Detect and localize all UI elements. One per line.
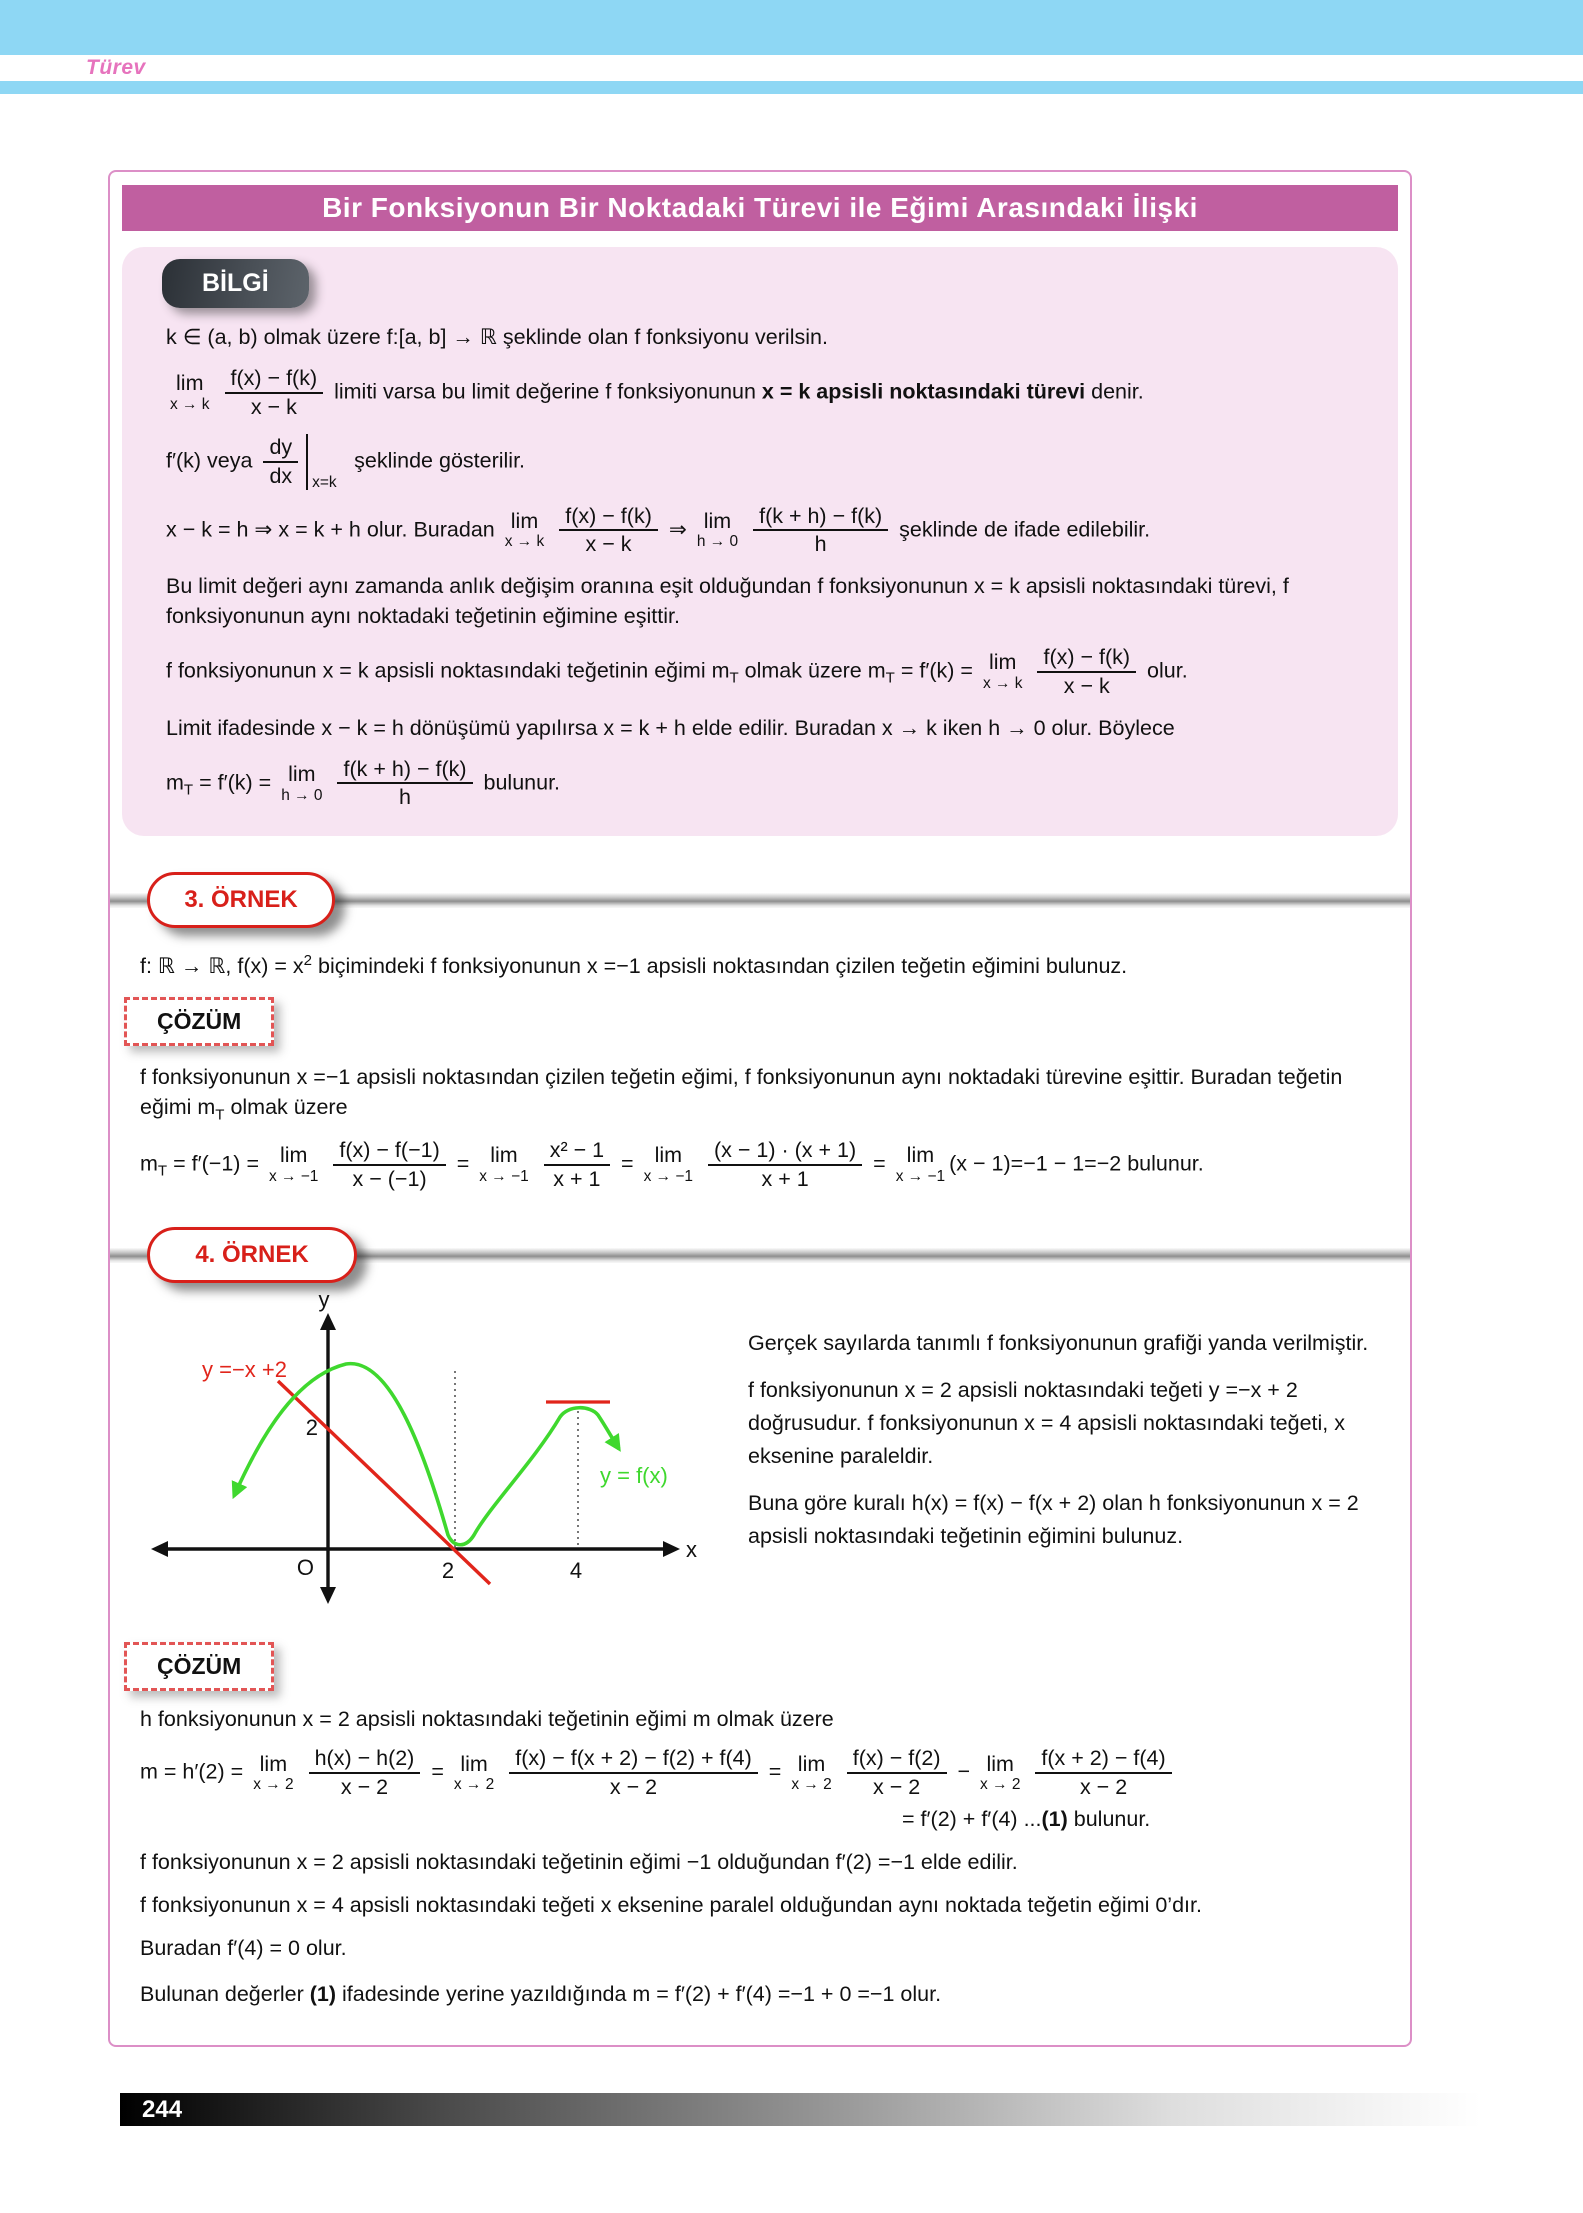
origin-label: O xyxy=(296,1555,314,1581)
y-axis-bottom-arrow xyxy=(320,1587,336,1604)
example-4-pill: 4. ÖRNEK xyxy=(147,1227,357,1283)
example-3-solution-tag: ÇÖZÜM xyxy=(124,997,274,1046)
example-3-problem: f: ℝ → ℝ, $f(x) = x^2$ biçimindeki f fonksiyonunun x =−1 apsisli noktasından çizilen teğetin eğimini bulunuz. xyxy=(140,952,1128,979)
info-line: lim x → k $\frac{f(x) - f(k)}{x - k}$ limiti varsa bu limit değerine f fonksiyonunun x = k apsisli noktasındaki türevi denir. xyxy=(170,366,1144,419)
curve-label: y = f(x) xyxy=(600,1463,668,1489)
example-4-equation-line2: = f′(2) + f′(4) ...(1) bulunur. xyxy=(902,1806,1151,1831)
x-tick-2: 2 xyxy=(441,1558,455,1584)
x-axis-label: x xyxy=(686,1537,697,1563)
info-line: $m_T = f'(k)$ = lim h → 0 $\frac{f(k + h) - f(k)}{h}$ bulunur. xyxy=(166,756,561,810)
example-4-description xyxy=(748,1327,1398,1626)
function-curve xyxy=(234,1364,619,1545)
example-4 xyxy=(122,1227,1398,2009)
page-number: 244 xyxy=(142,2095,183,2123)
example-4-body xyxy=(122,1291,1398,1626)
example-3-solution-text: f fonksiyonunun x =−1 apsisli noktasından çizilen teğetin eğimi, f fonksiyonunun aynı noktadaki türevine eşittir. Buradan teğetin eğimi $m_T$ olmak üzere xyxy=(140,1065,1343,1124)
example-4-solution-tag: ÇÖZÜM xyxy=(124,1642,274,1691)
example-4-note: f fonksiyonunun x = 4 apsisli noktasındaki teğeti x eksenine paralel olduğundan aynı noktada teğetin eğimi 0’dır. xyxy=(140,1892,1202,1917)
x-axis-right-arrow xyxy=(663,1541,680,1557)
example-4-solution-intro: h fonksiyonunun x = 2 apsisli noktasındaki teğetinin eğimi m olmak üzere xyxy=(140,1707,834,1732)
y-axis-label: y xyxy=(318,1291,330,1313)
info-line: Limit ifadesinde x − k = h dönüşümü yapılırsa x = k + h elde edilir. Buradan x → k iken h → 0 olur. Böylece xyxy=(166,715,1175,740)
y-axis-top-arrow xyxy=(320,1313,336,1330)
graph-svg xyxy=(122,1291,714,1621)
description-line: Gerçek sayılarda tanımlı f fonksiyonunun grafiği yanda verilmiştir. xyxy=(748,1331,1369,1356)
page-number-bar xyxy=(120,2093,1583,2126)
description-line: f fonksiyonunun x = 2 apsisli noktasındaki teğeti y =−x + 2 doğrusudur. f fonksiyonunun x = 4 apsisli noktasındaki teğeti, x eksenine paraleldir. xyxy=(748,1377,1345,1469)
page-header xyxy=(0,0,1583,94)
y-tick-2: 2 xyxy=(305,1415,318,1441)
info-line: x − k = h ⇒ x = k + h olur. Buradan lim x → k $\frac{f(x) - f(k)}{x - k}$ ⇒ lim h → 0 $\frac{f(k + h) - f(k)}{h}$ şeklinde de ifade edilebilir. xyxy=(166,503,1151,557)
x-tick-4: 4 xyxy=(569,1558,583,1584)
info-line: Bu limit değeri aynı zamanda anlık değişim oranına eşit olduğundan f fonksiyonunun x = k apsisli noktasındaki türevi, f fonksiyonunun aynı noktadaki teğetinin eğimine eşittir. xyxy=(166,573,1289,629)
tangent-line xyxy=(278,1381,490,1584)
example-4-conclusion: Bulunan değerler (1) ifadesinde yerine yazıldığında m = f′(2) + f′(4) =−1 + 0 =−1 olur. xyxy=(140,1982,942,2007)
example-3-equation: $m_T = f'(-1)$ = lim x → −1 $\frac{f(x) - f(-1)}{x - (-1)}$ = lim x → −1 $\frac{\text{x² − 1}}{x + 1}$ = lim x → −1 $\frac{(x - 1) \cdot (x + 1)}{x + 1}$ = lim x → −1 (x − 1)=−1 − 1=−2 bulunur. xyxy=(140,1137,1204,1191)
example-4-note: f fonksiyonunun x = 2 apsisli noktasındaki teğetinin eğimi −1 olduğundan f′(2) =−1 elde edilir. xyxy=(140,1849,1018,1874)
example-4-divider xyxy=(122,1227,1398,1285)
info-tab: BİLGİ xyxy=(162,259,309,308)
chapter-title: Türev xyxy=(86,56,146,79)
info-line: k ∈ (a, b) olmak üzere f:[a, b] → ℝ şeklinde olan f fonksiyonu verilsin. xyxy=(166,325,828,349)
header-white-band xyxy=(0,55,1583,81)
example-3-divider xyxy=(122,872,1398,930)
info-line: f fonksiyonunun x = k apsisli noktasındaki teğetinin eğimi $m_T$ olmak üzere $m_T = f'(k)$ = lim x → k $\frac{f(x) - f(k)}{x - k}$ olur. xyxy=(166,645,1188,698)
function-graph xyxy=(122,1291,714,1626)
header-thin-blue-band xyxy=(0,81,1583,94)
example-3-pill: 3. ÖRNEK xyxy=(147,872,335,928)
info-line: f′(k) veya $\frac{dy}{dx}$ x=k şeklinde gösterilir. xyxy=(166,434,526,491)
content-frame xyxy=(108,170,1412,2047)
x-axis-left-arrow xyxy=(151,1541,168,1557)
example-3 xyxy=(122,872,1398,1191)
tangent-line-label: y =−x +2 xyxy=(202,1357,288,1383)
header-blue-band xyxy=(0,0,1583,55)
example-4-equation-line1: m = h′(2) = lim x → 2 $\frac{h(x) - h(2)}{x - 2}$ = lim x → 2 $\frac{f(x) - f(x + 2) - f(2) + f(4)}{x - 2}$ = lim x → 2 $\frac{f(x) - f(2)}{x - 2}$ − lim x → 2 $\frac{f(x + 2) - f(4)}{x - 2}$ xyxy=(122,1746,1398,1799)
section-title: Bir Fonksiyonun Bir Noktadaki Türevi ile Eğimi Arasındaki İlişki xyxy=(122,185,1398,231)
info-box xyxy=(122,247,1398,836)
example-4-note: Buradan f′(4) = 0 olur. xyxy=(140,1936,347,1961)
description-line: Buna göre kuralı h(x) = f(x) − f(x + 2) olan h fonksiyonunun x = 2 apsisli noktasındaki teğetinin eğimini bulunuz. xyxy=(748,1490,1359,1548)
